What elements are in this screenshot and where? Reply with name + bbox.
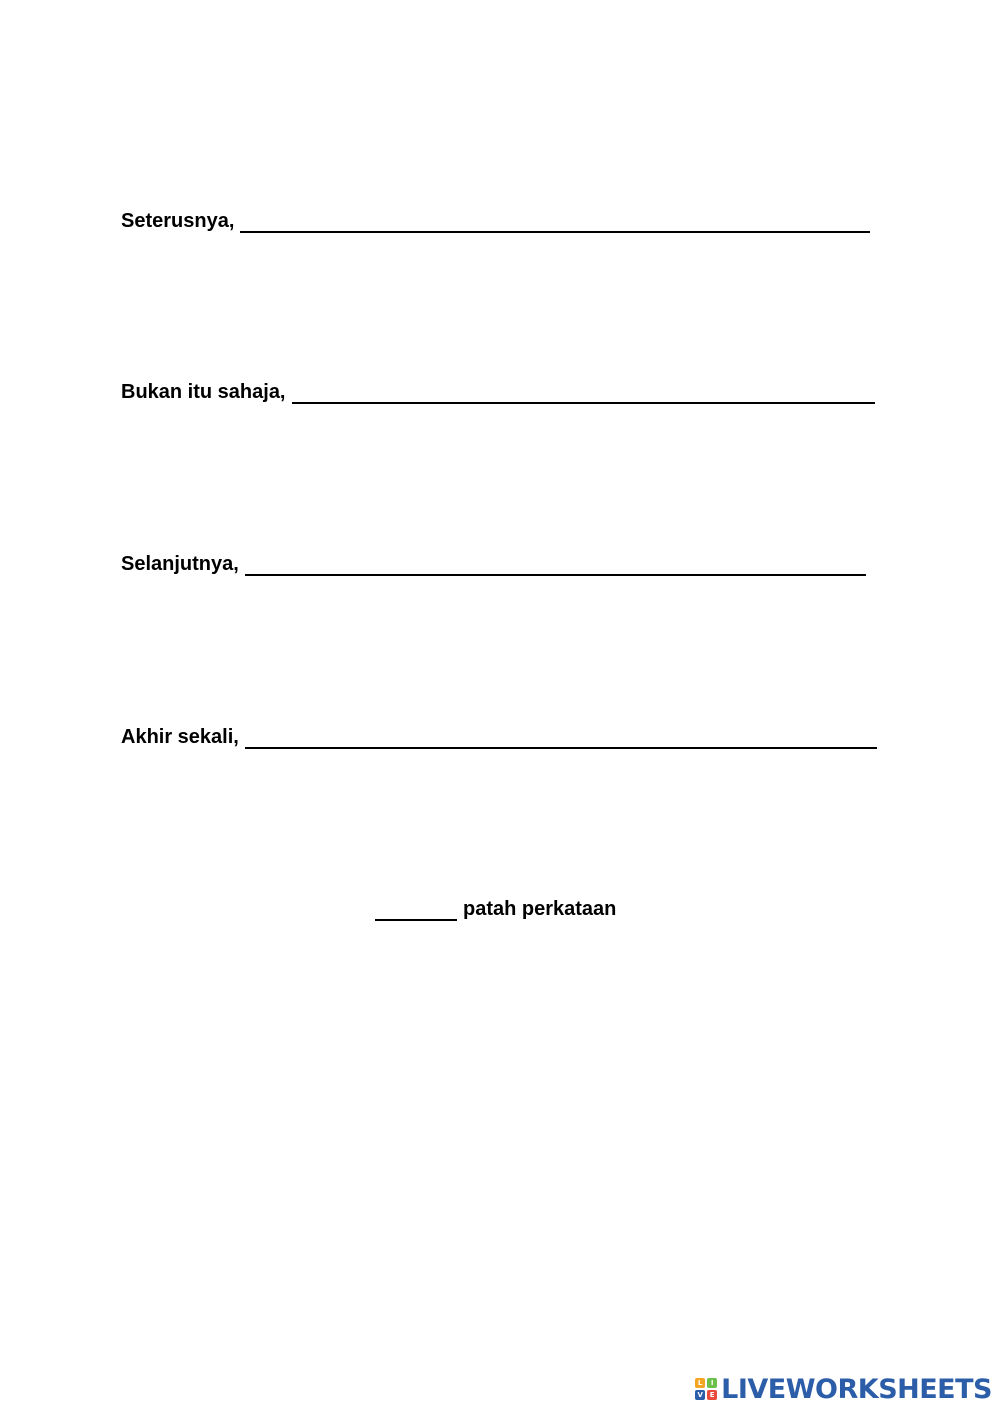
word-count-row: [375, 897, 616, 921]
row-label: Bukan itu sahaja,: [121, 381, 286, 403]
word-count-label: patah perkataan: [463, 898, 617, 920]
row-label: Selanjutnya,: [121, 553, 239, 575]
logo-tile: I: [707, 1378, 717, 1388]
answer-blank[interactable]: [240, 211, 870, 233]
word-count-blank[interactable]: [375, 899, 457, 921]
brand-text: LIVEWORKSHEETS: [721, 1373, 992, 1405]
answer-blank[interactable]: [292, 382, 875, 404]
answer-blank[interactable]: [245, 554, 866, 576]
liveworksheets-logo-icon: [695, 1378, 717, 1400]
logo-tile: V: [695, 1390, 705, 1400]
sentence-row-1: [121, 209, 870, 233]
logo-tile: E: [707, 1390, 717, 1400]
sentence-row-3: [121, 552, 866, 576]
liveworksheets-brand: [695, 1373, 992, 1405]
answer-blank[interactable]: [245, 727, 877, 749]
row-label: Seterusnya,: [121, 210, 235, 232]
logo-tile: L: [695, 1378, 705, 1388]
row-label: Akhir sekali,: [121, 726, 239, 748]
sentence-row-2: [121, 380, 875, 404]
sentence-row-4: [121, 725, 877, 749]
